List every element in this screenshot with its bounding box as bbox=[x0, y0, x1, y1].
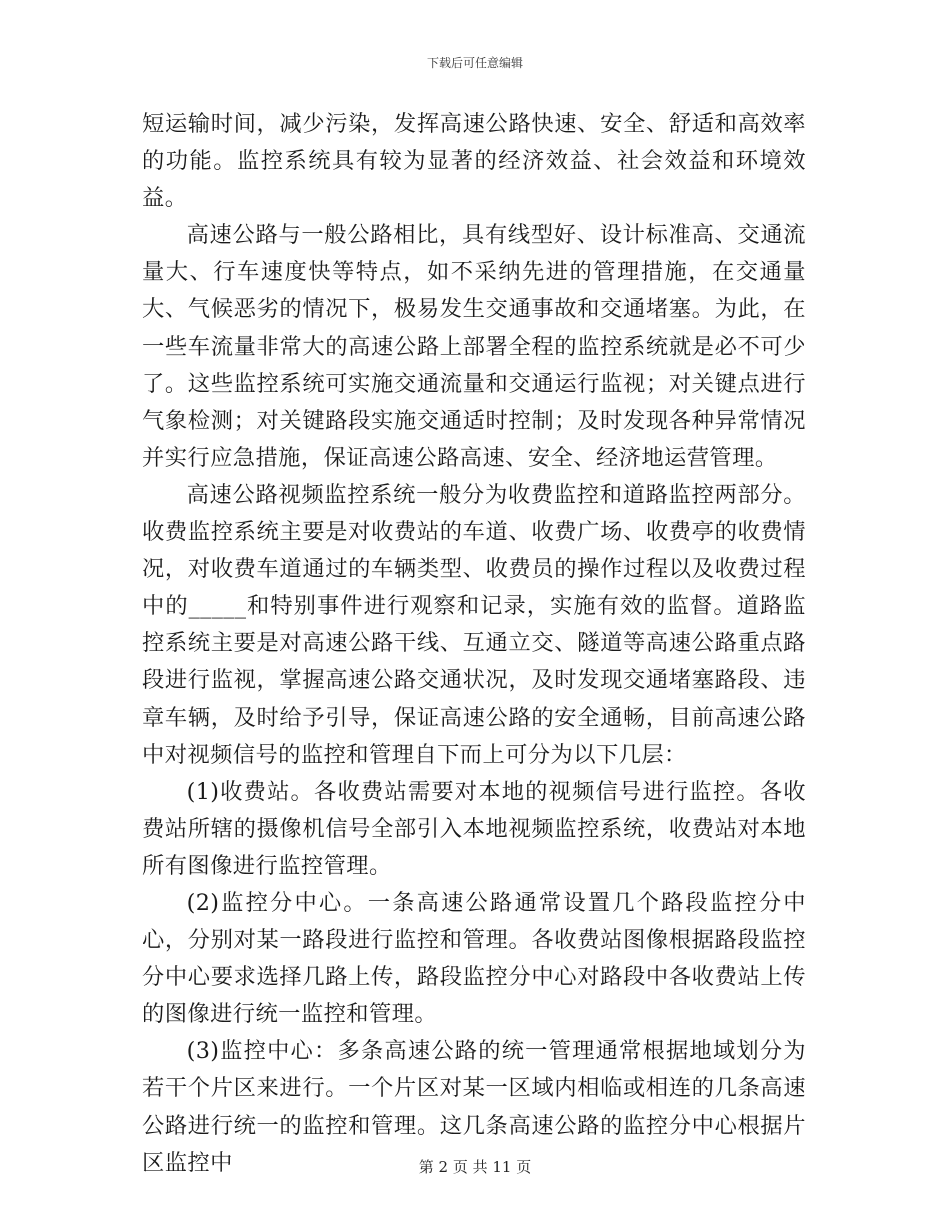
paragraph-monitoring-center: (3)监控中心：多条高速公路的统一管理通常根据地域划分为若干个片区来进行。一个片区对某一区域内相临或相连的几条高速公路进行统一的监控和管理。这几条高速公路的监控分中心根据片区监控中 bbox=[142, 1038, 806, 1176]
paragraph-continuation: 短运输时间，减少污染，发挥高速公路快速、安全、舒适和高效率的功能。监控系统具有较为显著的经济效益、社会效益和环境效益。 bbox=[142, 111, 806, 212]
page-number: 第 2 页 共 11 页 bbox=[418, 1158, 532, 1176]
document-body bbox=[142, 106, 806, 1182]
paragraph-toll-station: (1)收费站。各收费站需要对本地的视频信号进行监控。各收费站所辖的摄像机信号全部引入本地视频监控系统，收费站对本地所有图像进行监控管理。 bbox=[142, 778, 806, 879]
paragraph-highway-features: 高速公路与一般公路相比，具有线型好、设计标准高、交通流量大、行车速度快等特点，如不采纳先进的管理措施，在交通量大、气候恶劣的情况下，极易发生交通事故和交通堵塞。为此，在一些车流量非常大的高速公路上部署全程的监控系统就是必不可少了。这些监控系统可实施交通流量和交通运行监视；对关键点进行气象检测；对关键路段实施交通适时控制；及时发现各种异常情况并实行应急措施，保证高速公路高速、安全、经济地运营管理。 bbox=[142, 222, 806, 471]
paragraph-video-monitoring: 高速公路视频监控系统一般分为收费监控和道路监控两部分。收费监控系统主要是对收费站的车道、收费广场、收费亭的收费情况，对收费车道通过的车辆类型、收费员的操作过程以及收费过程中的_____和特别事件进行观察和记录，实施有效的监督。道路监控系统主要是对高速公路干线、互通立交、隧道等高速公路重点路段进行监视，掌握高速公路交通状况，及时发现交通堵塞路段、违章车辆，及时给予引导，保证高速公路的安全通畅，目前高速公路中对视频信号的监控和管理自下而上可分为以下几层： bbox=[142, 481, 806, 768]
page-header: 下载后可任意编辑 bbox=[426, 56, 523, 70]
paragraph-sub-center: (2)监控分中心。一条高速公路通常设置几个路段监控分中心，分别对某一路段进行监控和管理。各收费站图像根据路段监控分中心要求选择几路上传，路段监控分中心对路段中各收费站上传的图像进行统一监控和管理。 bbox=[142, 889, 806, 1028]
